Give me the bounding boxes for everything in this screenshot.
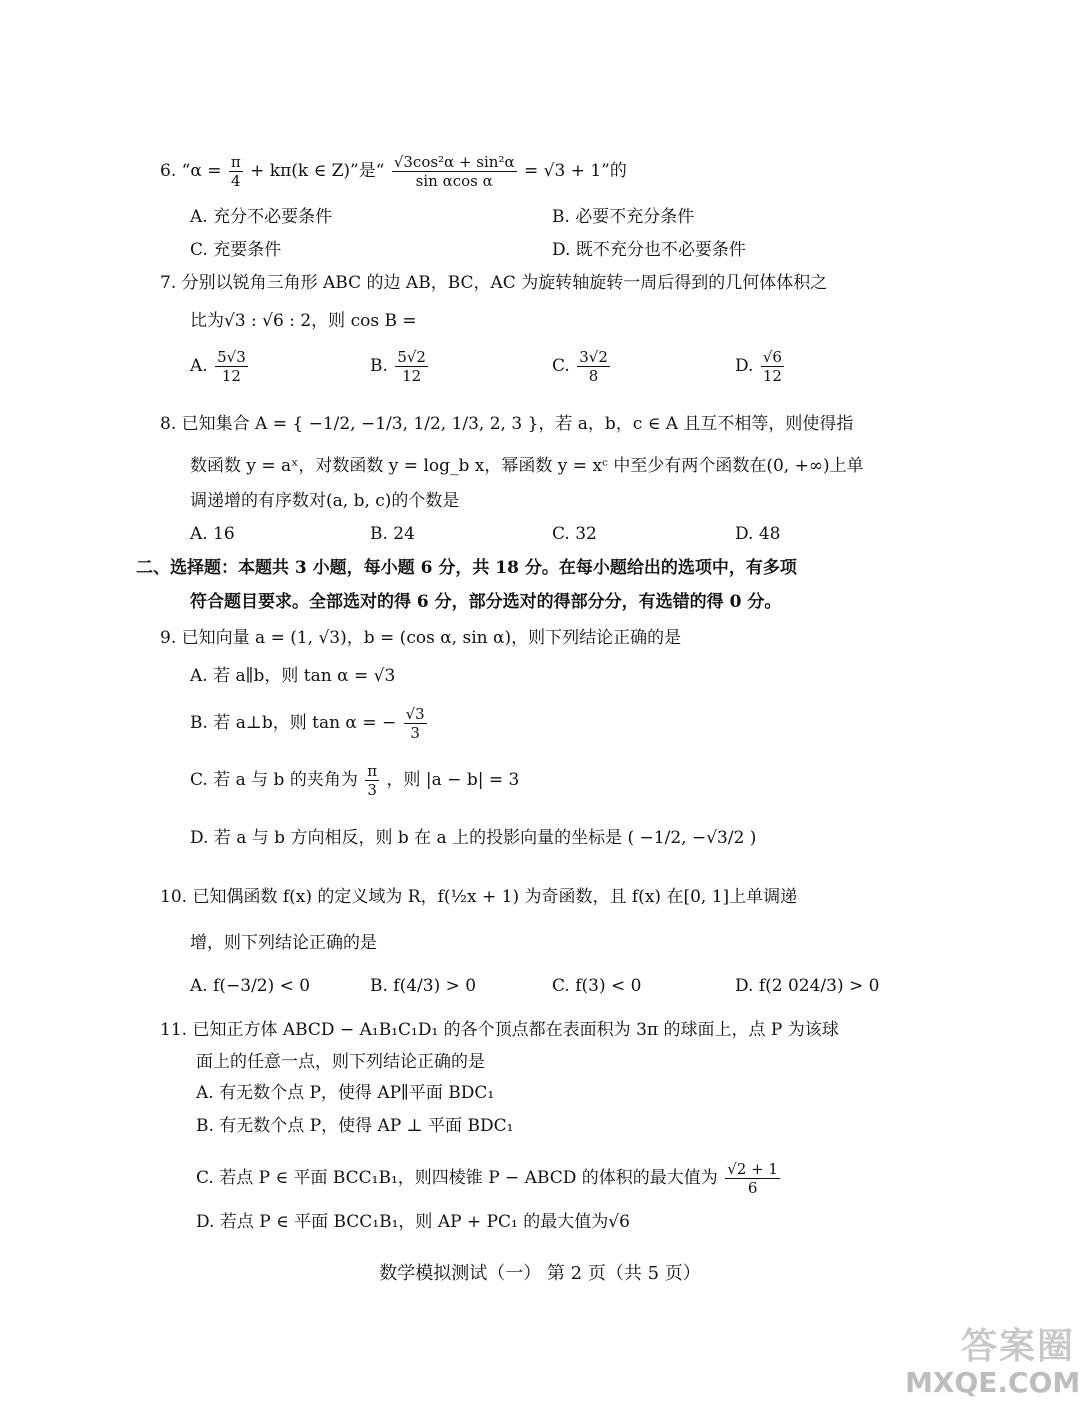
q7-opt-d-num: √6 — [762, 348, 782, 366]
q7-opt-d-label: D. — [735, 356, 754, 376]
q11-option-c — [196, 1160, 782, 1197]
q9-opt-b-text: B. 若 a⊥b，则 tan α = − — [190, 713, 397, 733]
question-7-line2: 比为√3 : √6 : 2，则 cos B = — [190, 311, 417, 331]
q11-option-a: A. 有无数个点 P，使得 AP∥平面 BDC₁ — [196, 1083, 495, 1103]
q9-opt-b-frac — [404, 705, 427, 742]
q7-opt-c-frac — [577, 348, 610, 385]
q11-opt-c-num: √2 + 1 — [727, 1160, 778, 1178]
q9-opt-c-frac — [365, 762, 379, 799]
q8-option-c: C. 32 — [552, 524, 597, 544]
q8-option-a: A. 16 — [190, 524, 235, 544]
q7-option-b — [370, 348, 430, 385]
question-11-line2: 面上的任意一点，则下列结论正确的是 — [196, 1052, 485, 1072]
q7-opt-a-label: A. — [190, 356, 208, 376]
q7-opt-a-frac — [215, 348, 248, 385]
q6-option-d: D. 既不充分也不必要条件 — [552, 240, 746, 260]
q8-option-b: B. 24 — [370, 524, 415, 544]
q10-option-c: C. f(3) < 0 — [552, 976, 642, 996]
q11-option-b: B. 有无数个点 P，使得 AP ⊥ 平面 BDC₁ — [196, 1116, 514, 1136]
question-9-stem: 9. 已知向量 a = (1, √3)，b = (cos α, sin α)，则下列结论正确的是 — [160, 628, 682, 648]
q7-opt-b-num: 5√2 — [397, 348, 426, 366]
q7-option-a — [190, 348, 250, 385]
q9-opt-b-num: √3 — [405, 705, 425, 723]
q6-text-b: + kπ(k ∈ Z)”是“ — [250, 161, 385, 181]
q6-text-a: 6. “α = — [160, 161, 222, 181]
q6-text-c: = √3 + 1”的 — [524, 161, 627, 181]
q9-opt-c-text: C. 若 a 与 b 的夹角为 — [190, 770, 358, 790]
q10-option-b: B. f(4/3) > 0 — [370, 976, 477, 996]
q6-option-a: A. 充分不必要条件 — [190, 207, 333, 227]
q9-option-a: A. 若 a∥b，则 tan α = √3 — [190, 666, 396, 686]
q6-fraction-trig — [392, 153, 517, 190]
q6-option-b: B. 必要不充分条件 — [552, 207, 695, 227]
q7-opt-b-label: B. — [370, 356, 388, 376]
q7-opt-c-num: 3√2 — [579, 348, 608, 366]
page-footer: 数学模拟测试（一） 第 2 页（共 5 页） — [379, 1263, 701, 1284]
question-11-line1: 11. 已知正方体 ABCD − A₁B₁C₁D₁ 的各个顶点都在表面积为 3π 的球面上，点 P 为该球 — [160, 1020, 839, 1040]
q7-opt-a-num: 5√3 — [217, 348, 246, 366]
q11-opt-c-text: C. 若点 P ∈ 平面 BCC₁B₁，则四棱锥 P − ABCD 的体积的最大值为 — [196, 1168, 718, 1188]
q7-opt-b-frac — [395, 348, 428, 385]
question-7-line1: 7. 分别以锐角三角形 ABC 的边 AB，BC，AC 为旋转轴旋转一周后得到的几何体体积之 — [160, 273, 828, 293]
q9-option-c — [190, 762, 519, 799]
q6-frac2-den: sin αcos α — [415, 172, 493, 190]
question-8-line1: 8. 已知集合 A = { −1/2, −1/3, 1/2, 1/3, 2, 3 }，若 a，b，c ∈ A 且互不相等，则使得指 — [160, 414, 854, 434]
q7-opt-d-frac — [761, 348, 784, 385]
q7-opt-a-den: 12 — [221, 367, 241, 385]
section-2-heading-line1: 二、选择题：本题共 3 小题，每小题 6 分，共 18 分。在每小题给出的选项中，有多项 — [136, 558, 797, 578]
q10-option-d: D. f(2 024/3) > 0 — [735, 976, 880, 996]
question-8-line2: 数函数 y = aˣ，对数函数 y = log_b x，幂函数 y = xᶜ 中至少有两个函数在(0, +∞)上单 — [190, 456, 864, 476]
q7-option-d — [735, 348, 786, 385]
q7-opt-d-den: 12 — [762, 367, 782, 385]
q9-opt-c-num: π — [367, 762, 378, 780]
section-2-heading-line2: 符合题目要求。全部选对的得 6 分，部分选对的得部分分，有选错的得 0 分。 — [190, 592, 782, 612]
q10-option-a: A. f(−3/2) < 0 — [190, 976, 311, 996]
q6-option-c: C. 充要条件 — [190, 240, 282, 260]
q11-opt-c-frac — [725, 1160, 780, 1197]
q7-opt-c-label: C. — [552, 356, 570, 376]
q6-fraction-pi-4 — [229, 153, 243, 190]
q9-opt-c-text-post: ，则 |a − b| = 3 — [386, 770, 520, 790]
q9-option-b — [190, 705, 429, 742]
q9-opt-c-den: 3 — [367, 781, 377, 799]
q11-option-d: D. 若点 P ∈ 平面 BCC₁B₁，则 AP + PC₁ 的最大值为√6 — [196, 1212, 630, 1232]
watermark-logo: 答案圈 — [960, 1326, 1075, 1367]
q6-frac2-num: √3cos²α + sin²α — [393, 153, 515, 171]
q7-opt-c-den: 8 — [588, 367, 599, 385]
q6-frac1-den: 4 — [231, 172, 241, 190]
question-8-line3: 调递增的有序数对(a, b, c)的个数是 — [190, 491, 460, 511]
q6-frac1-num: π — [230, 153, 241, 171]
question-6-stem — [160, 153, 627, 190]
q8-option-d: D. 48 — [735, 524, 781, 544]
q9-opt-b-den: 3 — [410, 724, 420, 742]
q7-opt-b-den: 12 — [402, 367, 422, 385]
watermark — [905, 1318, 1080, 1408]
q9-option-d: D. 若 a 与 b 方向相反，则 b 在 a 上的投影向量的坐标是 ( −1/2, −√3/2 ) — [190, 828, 757, 848]
q7-option-c — [552, 348, 612, 385]
question-10-line2: 增，则下列结论正确的是 — [190, 933, 377, 953]
watermark-text: MXQE.COM — [905, 1366, 1080, 1399]
question-10-line1: 10. 已知偶函数 f(x) 的定义域为 R，f(½x + 1) 为奇函数，且 f(x) 在[0, 1]上单调递 — [160, 887, 798, 907]
q11-opt-c-den: 6 — [747, 1179, 758, 1197]
